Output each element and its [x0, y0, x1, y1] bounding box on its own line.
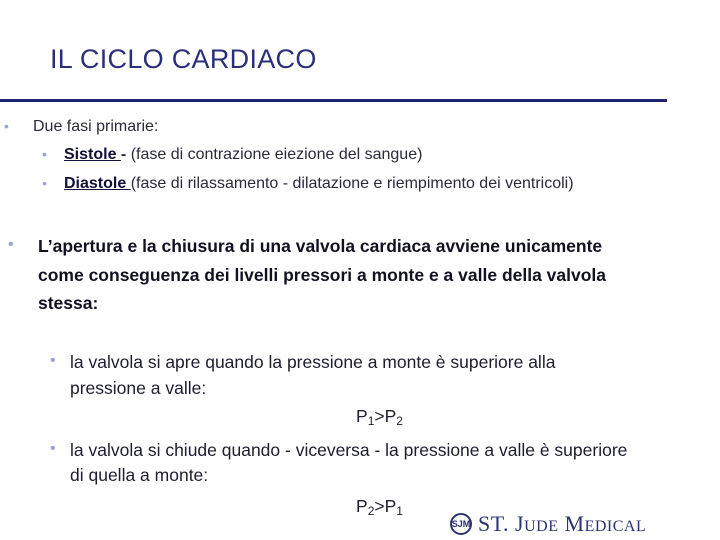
bullet-icon: • — [8, 236, 14, 253]
condition-line: di quella a monte: — [70, 465, 209, 485]
condition-line: pressione a valle: — [70, 378, 207, 398]
logo-j: J — [515, 511, 525, 536]
statement-line: L’apertura e la chiusura di una valvola cardiaca avviene unicamente — [38, 236, 603, 256]
bullet-icon: • — [50, 440, 56, 457]
phase-sistole — [64, 146, 422, 164]
logo-st: ST. — [478, 511, 510, 536]
intro-text: Due fasi primarie: — [33, 118, 159, 135]
formula-subscript: 2 — [396, 414, 403, 428]
formula-subscript: 1 — [367, 414, 375, 428]
condition-line: la valvola si chiude quando - viceversa - la pressione a valle è superiore — [70, 440, 628, 460]
phase-description: (fase di rilassamento - dilatazione e riempimento dei ventricoli) — [130, 175, 574, 192]
bullet-icon: • — [42, 146, 47, 162]
logo-ude: UDE — [524, 518, 559, 535]
bullet-icon: • — [4, 118, 9, 134]
phase-separator: - — [120, 146, 131, 163]
title-divider — [0, 99, 667, 102]
logo-edical: EDICAL — [584, 518, 647, 535]
phase-term: Sistole — [64, 146, 121, 163]
statement-line: come conseguenza dei livelli pressori a monte e a valle della valvola — [38, 265, 607, 285]
formula-operator: > — [374, 496, 385, 516]
logo-wordmark — [478, 511, 646, 537]
formula-close — [356, 496, 403, 518]
formula-operator: > — [374, 406, 385, 426]
sjm-logo-icon: SJM — [450, 513, 472, 535]
bullet-icon: • — [50, 352, 56, 369]
formula-symbol: P — [356, 406, 368, 426]
condition-line: la valvola si apre quando la pressione a monte è superiore alla — [70, 352, 556, 372]
slide-title: IL CICLO CARDIACO — [50, 44, 317, 74]
formula-symbol: P — [384, 406, 397, 426]
logo-m: M — [564, 511, 585, 536]
formula-open — [356, 406, 403, 428]
st-jude-medical-logo — [450, 511, 646, 537]
formula-subscript: 2 — [367, 504, 375, 518]
phase-diastole — [64, 175, 574, 193]
formula-symbol: P — [384, 496, 397, 516]
statement-line: stessa: — [38, 293, 99, 313]
bullet-icon: • — [42, 175, 47, 191]
phase-description: (fase di contrazione eiezione del sangue) — [130, 146, 423, 163]
formula-subscript: 1 — [396, 504, 403, 518]
formula-symbol: P — [356, 496, 368, 516]
phase-term: Diastole — [64, 175, 131, 192]
